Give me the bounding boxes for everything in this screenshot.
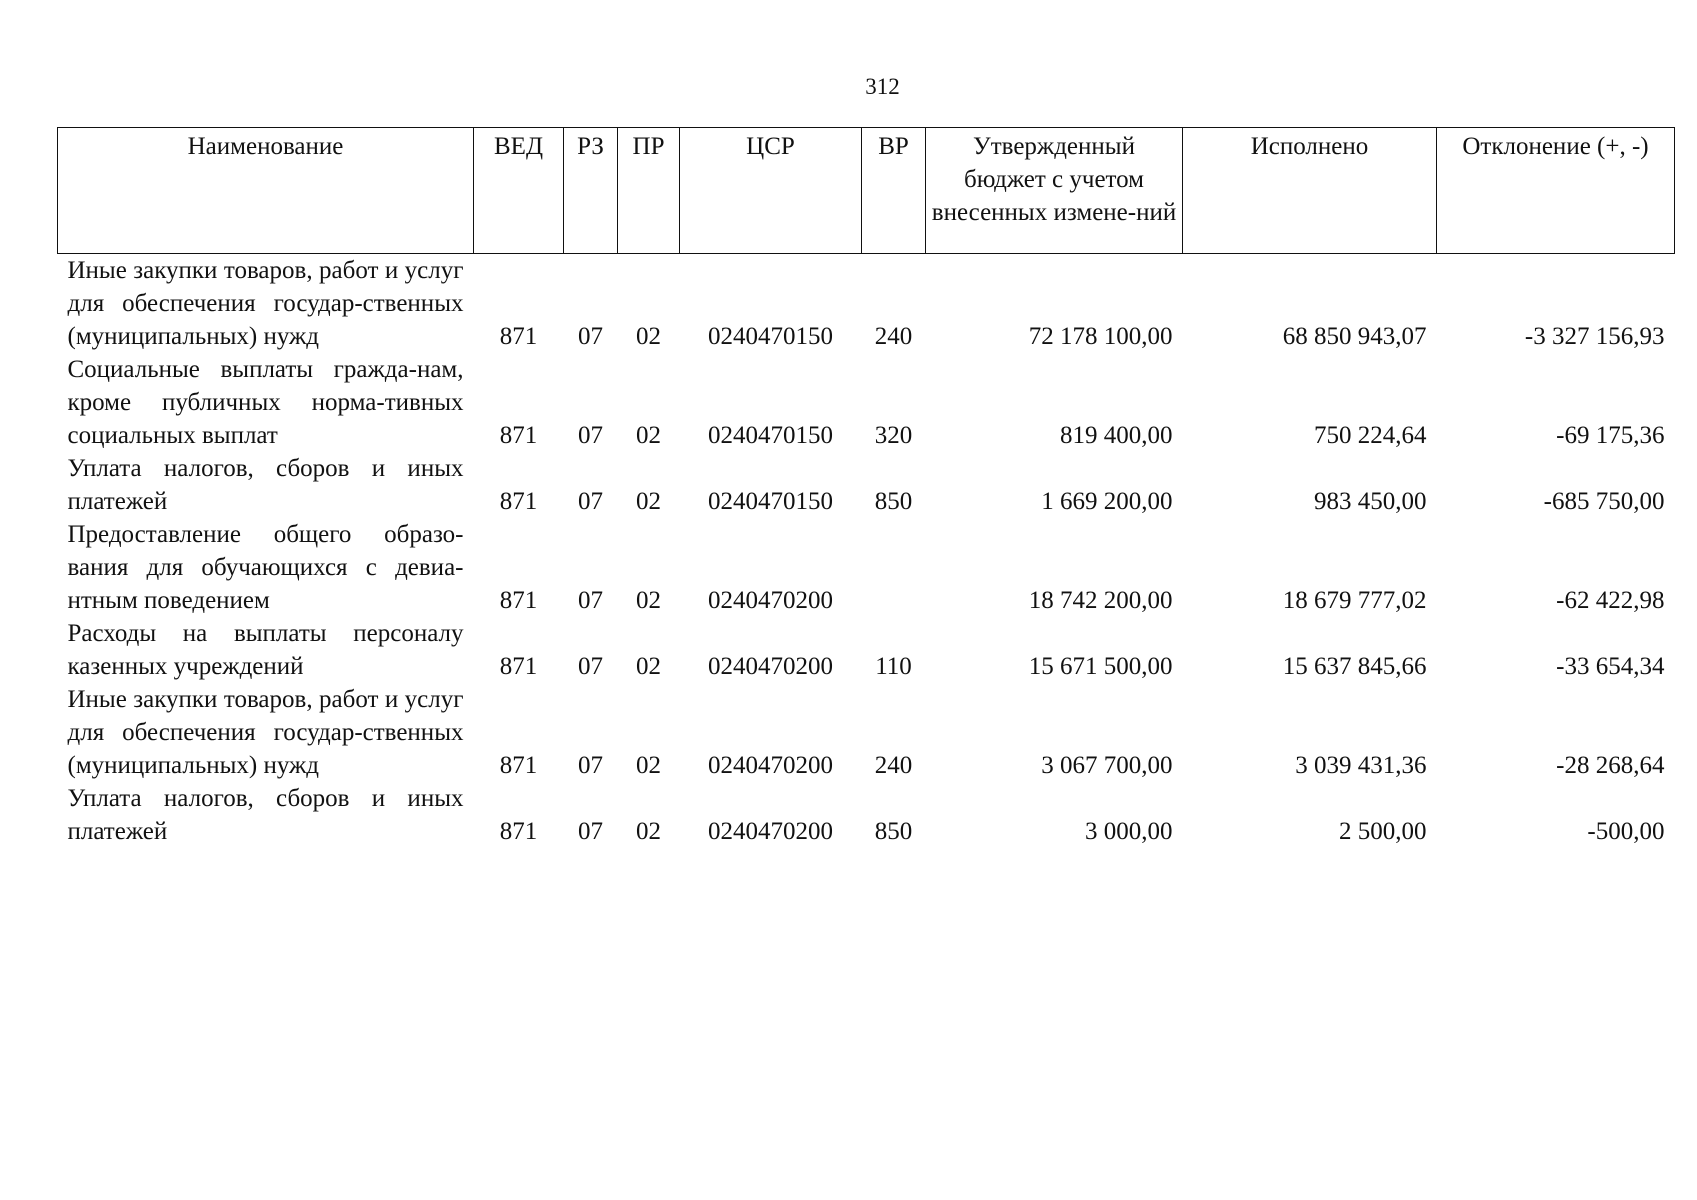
row-approved: 1 669 200,00 [1041, 488, 1173, 515]
row-pr: 02 [636, 323, 661, 350]
row-pr: 02 [636, 422, 661, 449]
row-csr: 0240470150 [708, 323, 833, 350]
row-ved: 871 [499, 653, 538, 680]
row-vr: 320 [874, 422, 913, 449]
row-rz: 07 [578, 818, 603, 845]
row-ved: 871 [499, 323, 538, 350]
row-name: Иные закупки товаров, работ и услуг для обеспечения государ-ственных (муниципальных) нужд [67, 257, 464, 350]
row-deviation: -69 175,36 [1556, 422, 1665, 449]
header-executed: Исполнено [1183, 128, 1437, 254]
row-rz: 07 [578, 488, 603, 515]
row-csr: 0240470200 [708, 818, 833, 845]
row-ved: 871 [499, 488, 538, 515]
row-vr [862, 518, 926, 617]
row-csr: 0240470200 [708, 587, 833, 614]
row-approved: 819 400,00 [1060, 422, 1173, 449]
row-vr: 240 [874, 752, 913, 779]
row-csr: 0240470200 [708, 653, 833, 680]
row-rz: 07 [578, 422, 603, 449]
row-approved: 18 742 200,00 [1028, 587, 1173, 614]
table-row [58, 518, 1675, 617]
header-row [58, 128, 1675, 254]
row-executed: 15 637 845,66 [1282, 653, 1427, 680]
header-name: Наименование [58, 128, 474, 254]
table-row [58, 353, 1675, 452]
row-name: Расходы на выплаты персоналу казенных учреждений [67, 620, 464, 680]
header-ved: ВЕД [474, 128, 564, 254]
header-approved-budget: Утвержденный бюджет с учетом внесенных измене-ний [926, 128, 1183, 254]
table-body [58, 254, 1675, 849]
header-pr: ПР [618, 128, 680, 254]
row-rz: 07 [578, 653, 603, 680]
row-approved: 3 067 700,00 [1041, 752, 1173, 779]
header-rz: РЗ [564, 128, 618, 254]
row-deviation: -500,00 [1587, 818, 1665, 845]
row-approved: 3 000,00 [1085, 818, 1173, 845]
row-ved: 871 [499, 752, 538, 779]
budget-execution-table [57, 127, 1675, 848]
table-row [58, 617, 1675, 683]
row-vr: 850 [874, 818, 913, 845]
row-ved: 871 [499, 587, 538, 614]
row-name: Иные закупки товаров, работ и услуг для обеспечения государ-ственных (муниципальных) нужд [67, 686, 464, 779]
row-pr: 02 [636, 488, 661, 515]
row-csr: 0240470150 [708, 422, 833, 449]
row-rz: 07 [578, 752, 603, 779]
row-name: Уплата налогов, сборов и иных платежей [67, 785, 464, 845]
row-name: Уплата налогов, сборов и иных платежей [67, 455, 464, 515]
row-executed: 983 450,00 [1314, 488, 1427, 515]
row-ved: 871 [499, 422, 538, 449]
row-name: Социальные выплаты гражда-нам, кроме публичных норма-тивных социальных выплат [67, 356, 464, 449]
table-row [58, 254, 1675, 354]
page-number: 312 [865, 74, 900, 99]
row-approved: 72 178 100,00 [1028, 323, 1173, 350]
header-vr: ВР [862, 128, 926, 254]
row-pr: 02 [636, 752, 661, 779]
row-executed: 2 500,00 [1339, 818, 1427, 845]
row-executed: 18 679 777,02 [1282, 587, 1427, 614]
row-csr: 0240470150 [708, 488, 833, 515]
row-ved: 871 [499, 818, 538, 845]
row-executed: 68 850 943,07 [1282, 323, 1427, 350]
table-row [58, 782, 1675, 848]
row-deviation: -28 268,64 [1556, 752, 1665, 779]
table-header [58, 128, 1675, 254]
row-vr: 110 [875, 653, 912, 680]
row-deviation: -3 327 156,93 [1524, 323, 1665, 350]
table-row [58, 683, 1675, 782]
row-rz: 07 [578, 323, 603, 350]
row-approved: 15 671 500,00 [1028, 653, 1173, 680]
header-csr: ЦСР [680, 128, 862, 254]
header-deviation: Отклонение (+, -) [1437, 128, 1675, 254]
table-row [58, 452, 1675, 518]
row-pr: 02 [636, 587, 661, 614]
row-rz: 07 [578, 587, 603, 614]
row-pr: 02 [636, 818, 661, 845]
row-deviation: -685 750,00 [1543, 488, 1665, 515]
row-executed: 750 224,64 [1314, 422, 1427, 449]
budget-table-container [57, 127, 1674, 848]
row-name: Предоставление общего образо-вания для обучающихся с девиа-нтным поведением [67, 521, 464, 614]
row-executed: 3 039 431,36 [1295, 752, 1427, 779]
row-vr: 850 [874, 488, 913, 515]
row-csr: 0240470200 [708, 752, 833, 779]
row-deviation: -62 422,98 [1556, 587, 1665, 614]
row-deviation: -33 654,34 [1556, 653, 1665, 680]
row-pr: 02 [636, 653, 661, 680]
row-vr: 240 [874, 323, 913, 350]
